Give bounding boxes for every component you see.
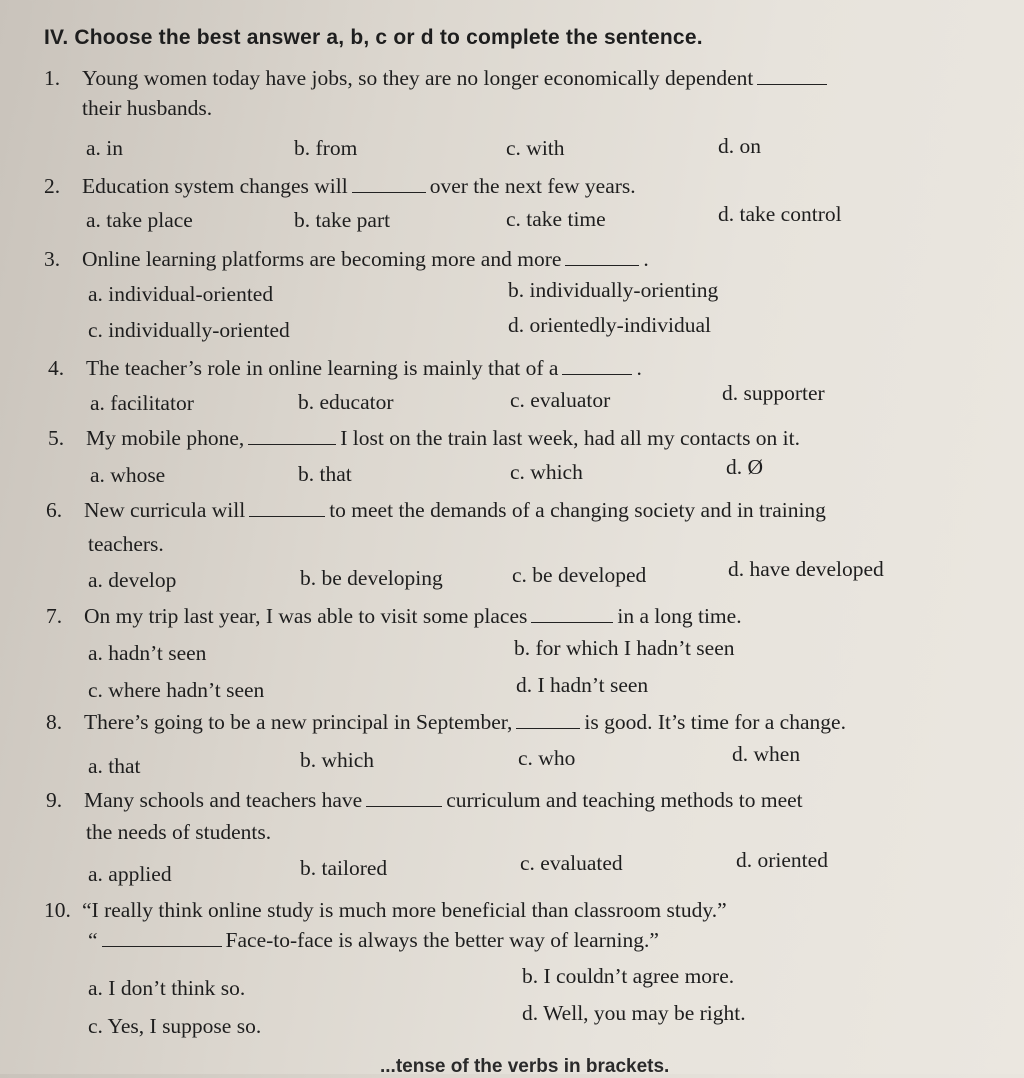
option-a[interactable]: a. applied bbox=[88, 862, 172, 886]
option-b[interactable]: b. be developing bbox=[300, 566, 443, 590]
answer-blank[interactable] bbox=[757, 83, 827, 85]
question-text: Many schools and teachers have bbox=[84, 788, 363, 812]
question-text-after: over the next few years. bbox=[429, 174, 636, 198]
question-text-after: to meet the demands of a changing society and in training bbox=[329, 498, 826, 522]
question-text: New curricula will bbox=[84, 498, 246, 522]
option-b[interactable]: b. for which I hadn’t seen bbox=[514, 636, 735, 660]
question-6 bbox=[46, 494, 826, 527]
question-text-after: . bbox=[636, 356, 642, 380]
next-section-heading-cutoff: ...tense of the verbs in brackets. bbox=[380, 1056, 670, 1077]
question-number: 8. bbox=[46, 710, 63, 734]
question-text-after: in a long time. bbox=[617, 604, 742, 628]
option-d[interactable]: d. Well, you may be right. bbox=[522, 1001, 746, 1025]
question-number: 4. bbox=[48, 356, 65, 380]
question-text: On my trip last year, I was able to visit some places bbox=[84, 604, 528, 628]
question-text: “I really think online study is much more beneficial than classroom study.” bbox=[82, 898, 727, 922]
option-c[interactable]: c. be developed bbox=[512, 563, 647, 587]
option-b[interactable]: b. tailored bbox=[300, 856, 388, 880]
option-d[interactable]: d. have developed bbox=[728, 557, 884, 581]
reply-text: Face-to-face is always the better way of learning.” bbox=[225, 928, 659, 952]
reply-line bbox=[88, 928, 659, 953]
option-a[interactable]: a. I don’t think so. bbox=[88, 976, 246, 1000]
question-continuation: the needs of students. bbox=[86, 820, 272, 844]
option-d[interactable]: d. take control bbox=[718, 202, 842, 226]
answer-blank[interactable] bbox=[248, 443, 336, 445]
question-number: 7. bbox=[46, 604, 63, 628]
answer-blank[interactable] bbox=[102, 945, 222, 947]
option-a[interactable]: a. whose bbox=[90, 463, 166, 487]
reply-open-quote: “ bbox=[88, 928, 98, 952]
option-d[interactable]: d. on bbox=[718, 134, 761, 158]
answer-blank[interactable] bbox=[352, 191, 426, 193]
question-number: 10. bbox=[44, 898, 71, 922]
option-b[interactable]: b. from bbox=[294, 136, 358, 160]
option-c[interactable]: c. Yes, I suppose so. bbox=[88, 1014, 262, 1038]
option-b[interactable]: b. which bbox=[300, 748, 375, 772]
answer-blank[interactable] bbox=[366, 805, 442, 807]
question-continuation: their husbands. bbox=[82, 96, 213, 120]
question-number: 6. bbox=[46, 498, 63, 522]
answer-blank[interactable] bbox=[562, 373, 632, 375]
question-10 bbox=[44, 894, 727, 927]
question-number: 5. bbox=[48, 426, 65, 450]
option-b[interactable]: b. take part bbox=[294, 208, 391, 232]
answer-blank[interactable] bbox=[531, 621, 613, 623]
option-a[interactable]: a. in bbox=[86, 136, 124, 160]
question-text: Education system changes will bbox=[82, 174, 348, 198]
question-number: 1. bbox=[44, 66, 61, 90]
question-2 bbox=[44, 170, 636, 203]
question-8 bbox=[46, 706, 846, 739]
option-a[interactable]: a. individual-oriented bbox=[88, 282, 274, 306]
option-a[interactable]: a. take place bbox=[86, 208, 193, 232]
option-d[interactable]: d. I hadn’t seen bbox=[516, 673, 649, 697]
question-1 bbox=[44, 62, 831, 95]
question-text-after: . bbox=[643, 247, 649, 271]
question-number: 2. bbox=[44, 174, 61, 198]
option-a[interactable]: a. hadn’t seen bbox=[88, 641, 207, 665]
option-b[interactable]: b. individually-orienting bbox=[508, 278, 719, 302]
option-d[interactable]: d. orientedly-individual bbox=[508, 313, 712, 337]
question-number: 3. bbox=[44, 247, 61, 271]
answer-blank[interactable] bbox=[249, 515, 325, 517]
answer-blank[interactable] bbox=[565, 264, 639, 266]
question-text: Online learning platforms are becoming more and more bbox=[82, 247, 562, 271]
question-5 bbox=[48, 422, 800, 455]
option-c[interactable]: c. evaluator bbox=[510, 388, 611, 412]
option-b[interactable]: b. educator bbox=[298, 390, 394, 414]
question-text-after: curriculum and teaching methods to meet bbox=[446, 788, 803, 812]
question-7 bbox=[46, 600, 742, 633]
option-b[interactable]: b. that bbox=[298, 462, 352, 486]
option-a[interactable]: a. facilitator bbox=[90, 391, 194, 415]
option-d[interactable]: d. Ø bbox=[726, 455, 764, 479]
option-c[interactable]: c. with bbox=[506, 136, 565, 160]
question-continuation: teachers. bbox=[88, 532, 164, 556]
answer-blank[interactable] bbox=[516, 727, 580, 729]
option-c[interactable]: c. where hadn’t seen bbox=[88, 678, 265, 702]
question-3 bbox=[44, 243, 649, 276]
option-c[interactable]: c. individually-oriented bbox=[88, 318, 290, 342]
question-text-after: is good. It’s time for a change. bbox=[584, 710, 846, 734]
option-c[interactable]: c. who bbox=[518, 746, 576, 770]
option-a[interactable]: a. that bbox=[88, 754, 141, 778]
option-b[interactable]: b. I couldn’t agree more. bbox=[522, 964, 735, 988]
option-c[interactable]: c. which bbox=[510, 460, 583, 484]
question-text: My mobile phone, bbox=[86, 426, 245, 450]
section-heading: IV. Choose the best answer a, b, c or d to complete the sentence. bbox=[44, 26, 703, 49]
question-text: Young women today have jobs, so they are no longer economically dependent bbox=[82, 66, 754, 90]
question-4 bbox=[48, 352, 642, 385]
option-d[interactable]: d. supporter bbox=[722, 381, 825, 405]
option-a[interactable]: a. develop bbox=[88, 568, 177, 592]
option-d[interactable]: d. oriented bbox=[736, 848, 828, 872]
option-d[interactable]: d. when bbox=[732, 742, 801, 766]
option-c[interactable]: c. take time bbox=[506, 207, 606, 231]
question-text: There’s going to be a new principal in September, bbox=[84, 710, 513, 734]
question-text: The teacher’s role in online learning is mainly that of a bbox=[86, 356, 559, 380]
question-text-after: I lost on the train last week, had all my contacts on it. bbox=[340, 426, 801, 450]
question-9 bbox=[46, 784, 803, 817]
question-number: 9. bbox=[46, 788, 63, 812]
option-c[interactable]: c. evaluated bbox=[520, 851, 623, 875]
